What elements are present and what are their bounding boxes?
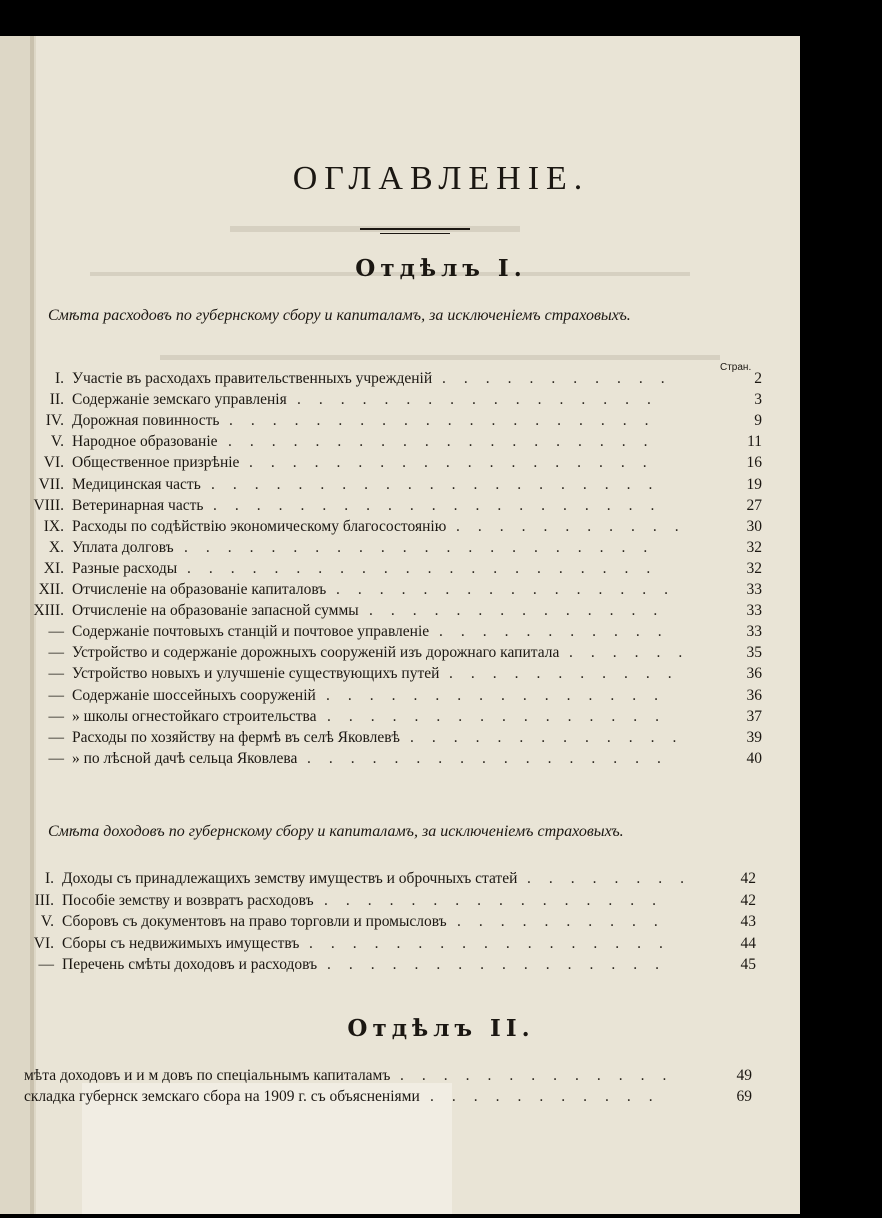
toc-row bbox=[0, 497, 882, 518]
toc-row bbox=[0, 454, 882, 475]
toc-row-label: Содержаніе земскаго управленія bbox=[72, 391, 287, 409]
toc-row-label: Участіе въ расходахъ правительственныхъ учрежденій bbox=[72, 370, 433, 387]
leader-dots: ................. bbox=[307, 749, 679, 767]
toc-row-label: Уплата долговъ bbox=[72, 538, 174, 556]
section-heading-income: Смѣта доходовъ по губернскому сбору и капиталамъ, за исключеніемъ страховыхъ. bbox=[48, 823, 624, 840]
toc-row-page: 69 bbox=[736, 1088, 752, 1105]
toc-row-page: 36 bbox=[746, 665, 762, 683]
toc-row-page: 49 bbox=[736, 1067, 752, 1084]
toc-row-label: Народное образованіе bbox=[72, 433, 218, 451]
toc-row-label: » по лѣсной дачѣ сельца Яковлева bbox=[72, 749, 298, 767]
leader-dots: ................. bbox=[309, 934, 681, 952]
toc-row-page: 42 bbox=[740, 891, 756, 909]
toc-row-number: V. bbox=[50, 433, 64, 451]
leader-dots: ............. bbox=[410, 728, 695, 746]
leader-dots: ........... bbox=[449, 665, 690, 683]
toc-row-label: Расходы по хозяйству на фермѣ въ селѣ Яковлевѣ bbox=[72, 728, 400, 746]
toc-row-page: 9 bbox=[754, 412, 762, 430]
leader-dots: ...................... bbox=[184, 538, 666, 556]
toc-row-page: 39 bbox=[746, 728, 762, 746]
toc-row-number: XI. bbox=[43, 559, 64, 577]
toc-row bbox=[0, 1067, 882, 1088]
title-rule bbox=[360, 228, 470, 230]
leader-dots: ..................... bbox=[213, 496, 673, 514]
toc-row-number: I. bbox=[54, 370, 64, 387]
toc-row-page: 2 bbox=[754, 370, 762, 387]
toc-row-number: — bbox=[48, 623, 64, 641]
toc-row bbox=[0, 370, 882, 391]
toc-row-number: V. bbox=[40, 913, 54, 930]
toc-row-number: VI. bbox=[33, 934, 54, 952]
toc-row-label: Ветеринарная часть bbox=[72, 496, 204, 514]
toc-row bbox=[0, 623, 882, 644]
toc-row-number: XII. bbox=[38, 581, 64, 598]
toc-row bbox=[0, 935, 882, 956]
leader-dots: ........... bbox=[439, 623, 680, 641]
toc-row-label: Отчисленіе на образованіе капиталовъ bbox=[72, 581, 327, 598]
toc-row-page: 37 bbox=[746, 707, 762, 725]
toc-row-label: мѣта доходовъ и и м довъ по спеціальнымъ капиталамъ bbox=[24, 1067, 391, 1084]
leader-dots: .............. bbox=[369, 602, 676, 620]
toc-row-label: Общественное призрѣніе bbox=[72, 454, 240, 472]
toc-row-number: — bbox=[48, 665, 64, 683]
toc-row-page: 11 bbox=[747, 433, 762, 451]
toc-row bbox=[0, 1088, 882, 1109]
toc-row-number: VI. bbox=[43, 454, 64, 472]
leader-dots: ........... bbox=[442, 370, 683, 387]
toc-row bbox=[0, 518, 882, 539]
toc-row-number: — bbox=[48, 644, 64, 662]
toc-row-label: Устройство новыхъ и улучшеніе существующихъ путей bbox=[72, 665, 440, 683]
toc-row-label: Доходы съ принадлежащихъ земству имуществъ и оброчныхъ статей bbox=[62, 870, 518, 887]
toc-row-label: » школы огнестойкаго строительства bbox=[72, 707, 317, 725]
toc-row bbox=[0, 750, 882, 771]
toc-row bbox=[0, 391, 882, 412]
toc-row-page: 36 bbox=[746, 686, 762, 704]
toc-row bbox=[0, 476, 882, 497]
toc-row bbox=[0, 644, 882, 665]
leader-dots: ............. bbox=[400, 1067, 685, 1084]
toc-row-label: Содержаніе шоссейныхъ сооруженій bbox=[72, 686, 316, 704]
section-heading-expenses: Смѣта расходовъ по губернскому сбору и капиталамъ, за исключеніемъ страховыхъ. bbox=[48, 307, 631, 324]
toc-row-page: 43 bbox=[740, 913, 756, 930]
toc-row bbox=[0, 433, 882, 454]
leader-dots: ................ bbox=[324, 891, 674, 909]
toc-row-label: Дорожная повинность bbox=[72, 412, 220, 430]
toc-row bbox=[0, 602, 882, 623]
toc-row-number: — bbox=[48, 707, 64, 725]
toc-row-label: Пособіе земству и возвратъ расходовъ bbox=[62, 891, 314, 909]
toc-row-label: Разные расходы bbox=[72, 559, 178, 577]
toc-row bbox=[0, 412, 882, 433]
leader-dots: ..................... bbox=[211, 475, 671, 493]
toc-row bbox=[0, 687, 882, 708]
toc-row-page: 33 bbox=[746, 623, 762, 641]
toc-row-page: 33 bbox=[746, 602, 762, 620]
toc-row bbox=[0, 581, 882, 602]
section-title-2: Отдѣлъ II. bbox=[347, 1015, 535, 1042]
leader-dots: .................... bbox=[229, 412, 667, 430]
toc-row-page: 30 bbox=[746, 517, 762, 535]
toc-row-page: 40 bbox=[746, 749, 762, 767]
toc-row bbox=[0, 956, 882, 977]
title-rule-short bbox=[380, 233, 450, 234]
toc-row-label: складка губернск земскаго сбора на 1909 г. съ объясненіями bbox=[24, 1088, 420, 1105]
leader-dots: ................ bbox=[327, 707, 677, 725]
leader-dots: ................ bbox=[326, 686, 676, 704]
leader-dots: ................ bbox=[327, 956, 677, 973]
leader-dots: .................... bbox=[228, 433, 666, 451]
toc-row-page: 35 bbox=[746, 644, 762, 662]
leader-dots: ...................... bbox=[187, 559, 669, 577]
leader-dots: ...... bbox=[569, 644, 701, 662]
toc-row-page: 27 bbox=[746, 496, 762, 514]
toc-row-number: IX. bbox=[43, 517, 64, 535]
toc-row-number: X. bbox=[48, 538, 64, 556]
toc-row-page: 3 bbox=[754, 391, 762, 409]
toc-row-page: 44 bbox=[740, 934, 756, 952]
toc-row bbox=[0, 870, 882, 891]
toc-row-number: IV. bbox=[45, 412, 64, 430]
leader-dots: ........ bbox=[527, 870, 702, 887]
toc-row bbox=[0, 892, 882, 913]
toc-row-number: III. bbox=[34, 891, 54, 909]
leader-dots: ........... bbox=[430, 1088, 671, 1105]
toc-row bbox=[0, 708, 882, 729]
toc-row-number: II. bbox=[49, 391, 64, 409]
toc-row-label: Устройство и содержаніе дорожныхъ сооруженій изъ дорожнаго капитала bbox=[72, 644, 560, 662]
toc-row-number: — bbox=[38, 956, 54, 973]
toc-row-number: I. bbox=[44, 870, 54, 887]
toc-row-page: 19 bbox=[746, 475, 762, 493]
leader-dots: ................. bbox=[297, 391, 669, 409]
toc-row-number: — bbox=[48, 749, 64, 767]
toc-row-label: Сборовъ съ документовъ на право торговли и промысловъ bbox=[62, 913, 447, 930]
toc-row-number: VIII. bbox=[33, 496, 64, 514]
toc-row-page: 45 bbox=[740, 956, 756, 973]
section-title-1: Отдѣлъ I. bbox=[355, 255, 527, 282]
page-column-header: Стран. bbox=[720, 362, 752, 373]
toc-row-number: VII. bbox=[38, 475, 64, 493]
toc-row-page: 16 bbox=[746, 454, 762, 472]
toc-row-label: Сборы съ недвижимыхъ имуществъ bbox=[62, 934, 300, 952]
toc-row-number: — bbox=[48, 686, 64, 704]
bleed-through-mark bbox=[160, 345, 720, 360]
toc-row bbox=[0, 560, 882, 581]
toc-row-label: Перечень смѣты доходовъ и расходовъ bbox=[62, 956, 318, 973]
toc-row-label: Расходы по содѣйствію экономическому благосостоянію bbox=[72, 517, 447, 535]
toc-row-label: Отчисленіе на образованіе запасной суммы bbox=[72, 602, 359, 620]
leader-dots: ................... bbox=[249, 454, 665, 472]
toc-row-label: Содержаніе почтовыхъ станцій и почтовое управленіе bbox=[72, 623, 430, 641]
toc-row bbox=[0, 913, 882, 934]
toc-row-page: 42 bbox=[740, 870, 756, 887]
toc-row-number: XIII. bbox=[33, 602, 64, 620]
toc-row-number: — bbox=[48, 728, 64, 746]
toc-row bbox=[0, 729, 882, 750]
page-title: ОГЛАВЛЕНІЕ. bbox=[292, 160, 590, 197]
toc-row-page: 32 bbox=[746, 538, 762, 556]
leader-dots: .......... bbox=[457, 913, 676, 930]
toc-row-page: 33 bbox=[746, 581, 762, 598]
leader-dots: ................ bbox=[336, 581, 686, 598]
toc-row-label: Медицинская часть bbox=[72, 475, 201, 493]
toc-row-page: 32 bbox=[746, 559, 762, 577]
toc-row bbox=[0, 539, 882, 560]
leader-dots: ........... bbox=[456, 517, 697, 535]
toc-row bbox=[0, 665, 882, 686]
